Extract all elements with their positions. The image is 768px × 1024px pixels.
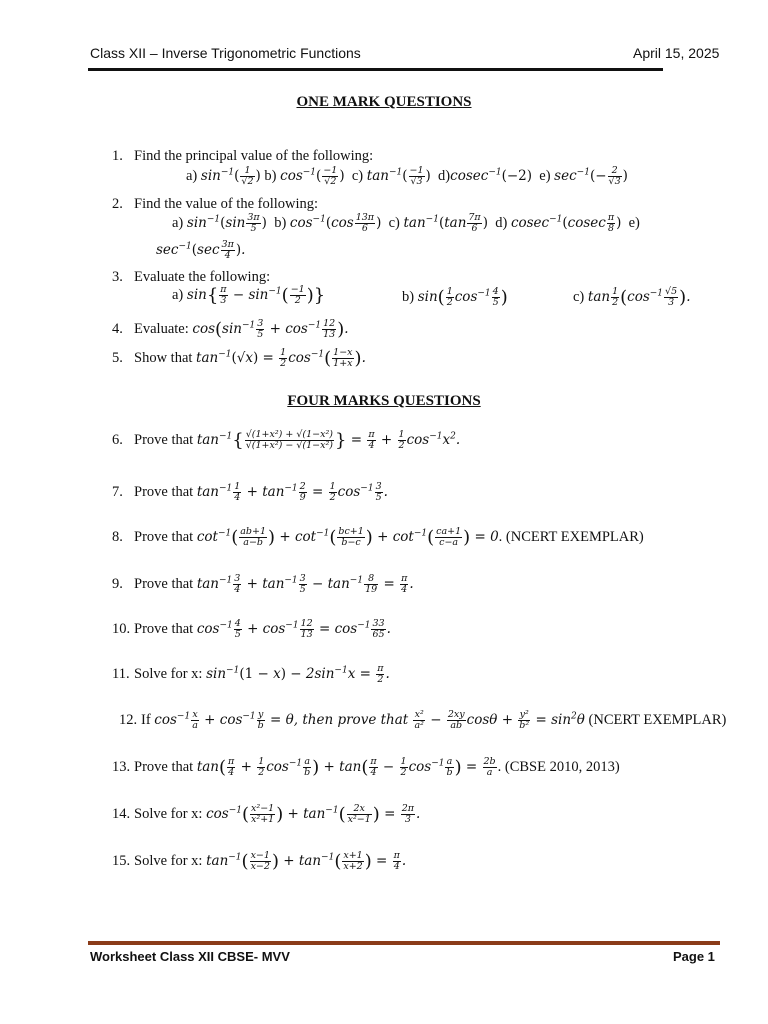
question-text: Prove that (134, 759, 194, 775)
question-11: 11. Solve for x: $\sin^{-1}(1 - x) - 2\sin^{-1}x$ = $\frac{\pi}{2}$ . (112, 663, 390, 685)
question-5: 5. Show that $\tan^{-1}(√x)$ = $\frac{1}{2}$ $\cos^{-1}$( $\frac{1-x}{1+x}$ ). (112, 347, 366, 369)
header-title: Class XII – Inverse Trigonometric Functions (90, 45, 361, 61)
footer-left: Worksheet Class XII CBSE- MVV (90, 949, 290, 964)
question-text: Show that (134, 350, 193, 366)
question-8: 8. Prove that $\cot^{-1}$( $\frac{ab+1}{a-b}$ ) + $\cot^{-1}$( $\frac{bc+1}{b-c}$ ) + $\cot^{-1}$( $\frac{ca+1}{c-a}$ ) = 0. (NCERT EXEMPLAR) (112, 526, 644, 548)
question-6: 6. Prove that $\tan^{-1}${ $\frac{\text{√(1+x²) + √(1−x²)}}{\text{√(1+x²) − √(1−x²)}}$ } = $\frac{\pi}{4}$ + $\frac{1}{2}$ $\cos^{-1}x^2$. (112, 429, 461, 451)
question-number: 12. (119, 711, 138, 728)
question-text: Evaluate the following: (134, 269, 271, 285)
question-number: 2. (112, 196, 123, 212)
question-9: 9. Prove that $\tan^{-1}$ $\frac{3}{4}$ + $\tan^{-1}$ $\frac{3}{5}$ − $\tan^{-1}$ $\frac{8}{19}$ = $\frac{\pi}{4}$ . (112, 573, 414, 595)
section-four-marks: FOUR MARKS QUESTIONS (287, 393, 481, 409)
question-text: Prove that (134, 575, 194, 592)
question-source: . (NCERT EXEMPLAR) (498, 529, 644, 545)
question-text: Prove that (134, 483, 194, 500)
question-4: 4. Evaluate: $\cos(\sin^{-1}$ $\frac{3}{5}$ + $\cos^{-1}$ $\frac{12}{13}$ ). (112, 318, 349, 340)
question-number: 5. (112, 350, 123, 366)
question-1-options: a) $\sin^{-1}$( $\frac{1}{√2}$ ) b) $\cos^{-1}$( $\frac{-1}{√2}$ ) c) $\tan^{-1}$( $\frac{-1}{√3}$ ) d)cosec$^{-1}$(−2) e) $\sec^{-1}(-$ $\frac{2}{√3}$ ) (186, 165, 628, 187)
question-3-option-b: b) sin( $\frac{1}{2}$ $\cos^{-1}$ $\frac{4}{5}$ ) (402, 286, 508, 308)
question-number: 11. (112, 665, 130, 682)
question-text: Solve for x: (134, 665, 203, 682)
footer-page-number: Page 1 (673, 949, 715, 964)
header-date: April 15, 2025 (633, 45, 720, 61)
question-number: 13. (112, 759, 131, 775)
question-number: 14. (112, 806, 131, 822)
question-number: 9. (112, 575, 123, 592)
question-number: 7. (112, 483, 123, 500)
question-14: 14. Solve for x: $\cos^{-1}$( $\frac{\text{x²−1}}{\text{x²+1}}$ ) + $\tan^{-1}$( $\frac{2x}{\text{x²−1}}$ ) = $\frac{2\pi}{3}$ . (112, 803, 421, 825)
question-1 (112, 148, 373, 165)
question-2-option-e: $\sec^{-1}(\sec$ $\frac{3\pi}{4}$ ). (156, 239, 246, 261)
header-rule (88, 68, 663, 71)
question-source: (NCERT EXEMPLAR) (588, 711, 727, 728)
question-number: 8. (112, 529, 123, 545)
question-number: 15. (112, 853, 131, 869)
question-number: 3. (112, 269, 123, 285)
question-text: Solve for x: (134, 853, 203, 869)
question-text: Prove that (134, 432, 194, 448)
question-text: Solve for x: (134, 806, 203, 822)
question-2-options: a) $\sin^{-1}(\sin$ $\frac{3\pi}{5}$ ) b) $\cos^{-1}(\cos$ $\frac{13\pi}{6}$ ) c) $\tan^{-1}(\tan$ $\frac{7\pi}{6}$ ) d) cosec$^{-1}$(cosec $\frac{\pi}{8}$ ) e) (172, 212, 640, 234)
question-source: . (CBSE 2010, 2013) (497, 759, 620, 775)
question-number: 4. (112, 321, 123, 337)
question-text: If (141, 711, 151, 728)
question-text: Evaluate: (134, 321, 189, 337)
question-13: 13. Prove that tan( $\frac{\pi}{4}$ + $\frac{1}{2}$ $\cos^{-1}$ $\frac{a}{b}$ ) + tan( $\frac{\pi}{4}$ − $\frac{1}{2}$ $\cos^{-1}$ $\frac{a}{b}$ ) = $\frac{2b}{a}$ . (CBSE 2010, 2013) (112, 756, 620, 778)
question-3-option-c: c) tan $\frac{1}{2}$ ($\cos^{-1}$ $\frac{√5}{3}$ ). (573, 286, 691, 308)
question-text: Prove that (134, 529, 194, 545)
question-7: 7. Prove that $\tan^{-1}$ $\frac{1}{4}$ + $\tan^{-1}$ $\frac{2}{9}$ = $\frac{1}{2}$ $\cos^{-1}$ $\frac{3}{5}$ . (112, 481, 388, 503)
question-10: 10. Prove that $\cos^{-1}$ $\frac{4}{5}$ + $\cos^{-1}$ $\frac{12}{13}$ = $\cos^{-1}$ $\frac{33}{65}$ . (112, 618, 391, 640)
question-3 (112, 269, 270, 286)
question-15: 15. Solve for x: $\tan^{-1}$( $\frac{x-1}{x-2}$ ) + $\tan^{-1}$( $\frac{x+1}{x+2}$ ) = $\frac{\pi}{4}$ . (112, 850, 407, 872)
question-number: 6. (112, 432, 123, 448)
question-number: 10. (112, 620, 131, 637)
footer-rule (88, 941, 720, 945)
question-text: Find the principal value of the following: (134, 148, 374, 164)
question-text: Prove that (134, 620, 194, 637)
question-number: 1. (112, 148, 123, 164)
question-2 (112, 196, 318, 213)
question-text: Find the value of the following: (134, 196, 319, 212)
section-one-mark: ONE MARK QUESTIONS (296, 94, 472, 110)
question-3-options: a) sin{ $\frac{\pi}{3}$ − $\sin^{-1}$( $\frac{-1}{2}$ )} (172, 284, 326, 306)
question-12: 12. If $\cos^{-1}$ $\frac{x}{a}$ + $\cos^{-1}$ $\frac{y}{b}$ = θ, then prove that $\frac{\text{x²}}{\text{a²}}$ − $\frac{2xy}{ab}$ cosθ + $\frac{\text{y²}}{\text{b²}}$ = $\sin^2\theta$ (NCERT EXEMPLAR) (119, 709, 727, 731)
